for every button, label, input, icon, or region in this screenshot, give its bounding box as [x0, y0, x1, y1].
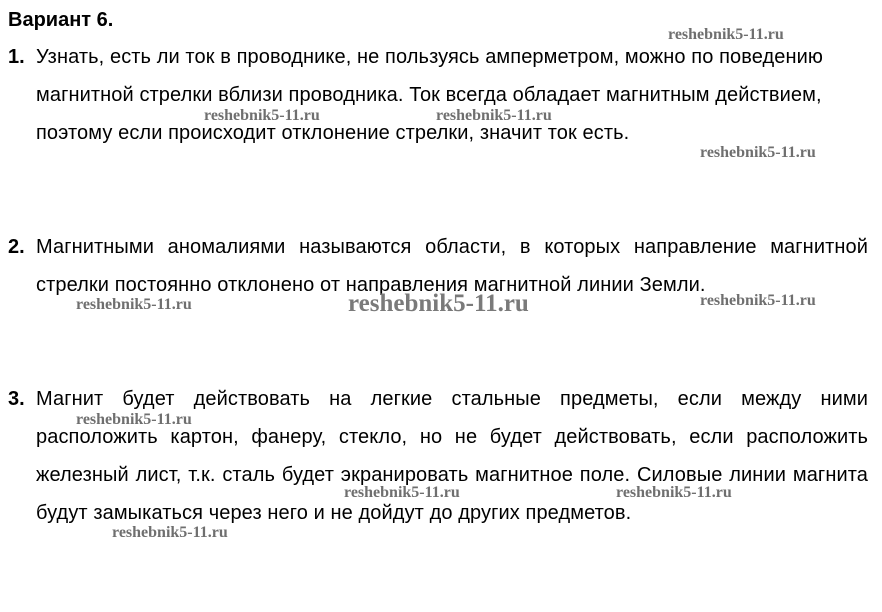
watermark: reshebnik5-11.ru	[616, 484, 732, 501]
answer-number-1: 1.	[8, 46, 25, 68]
watermark: reshebnik5-11.ru	[700, 144, 816, 161]
watermark: reshebnik5-11.ru	[436, 107, 552, 124]
page-title: Вариант 6.	[8, 9, 114, 31]
watermark: reshebnik5-11.ru	[668, 26, 784, 43]
answer-text-2: Магнитными аномалиями называются области, в которых направление магнитной стрелки постоянно отклонено от направления магнитной линии Земли.	[36, 236, 868, 296]
answer-text-1: Узнать, есть ли ток в проводнике, не пользуясь амперметром, можно по поведению магнитной стрелки вблизи проводника. Ток всегда обладает магнитным действием, поэтому если происходит отклонение стрелки, значит ток есть.	[36, 46, 824, 144]
watermark: reshebnik5-11.ru	[76, 296, 192, 313]
watermark: reshebnik5-11.ru	[344, 484, 460, 501]
watermark: reshebnik5-11.ru	[700, 292, 816, 309]
watermark: reshebnik5-11.ru	[112, 524, 228, 541]
watermark: reshebnik5-11.ru	[76, 411, 192, 428]
watermark: reshebnik5-11.ru	[204, 107, 320, 124]
answer-text-3: Магнит будет действовать на легкие стальные предметы, если между ними расположить картон, фанеру, стекло, но не будет действовать, если расположить железный лист, т.к. сталь будет экранировать магнитное поле. Силовые линии магнита будут замыкаться через него и не дойдут до других предметов.	[36, 388, 868, 524]
answer-number-2: 2.	[8, 236, 25, 258]
answer-number-3: 3.	[8, 388, 25, 410]
watermark: reshebnik5-11.ru	[348, 290, 529, 317]
